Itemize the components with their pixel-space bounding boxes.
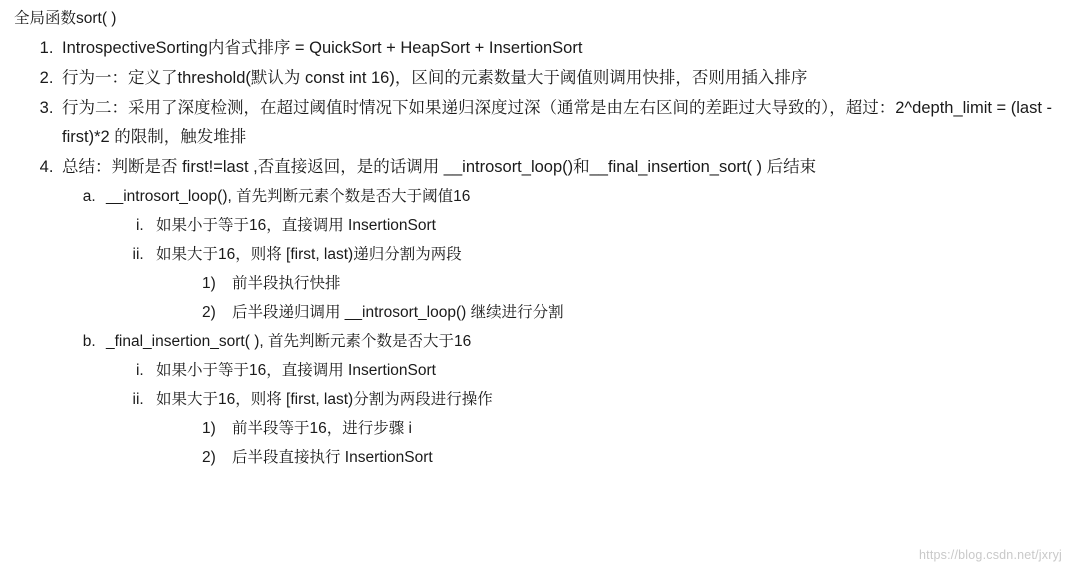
list-item-text: 行为二：采用了深度检测，在超过阈值时情况下如果递归深度过深（通常是由左右区间的差距过大导致的），超过：2^depth_limit = (last - first)*2 的限制，触发堆排 <box>62 99 1053 146</box>
list-item <box>58 153 1058 472</box>
list-item-text: 前半段等于16，进行步骤 i <box>232 420 412 437</box>
outline-level-1 <box>14 34 1058 472</box>
list-item <box>148 385 1058 472</box>
list-item <box>202 443 1058 472</box>
list-item <box>58 64 1058 93</box>
outline-level-3 <box>106 356 1058 472</box>
list-item-text: 行为一：定义了threshold(默认为 const int 16)，区间的元素数量大于阈值则调用快排，否则用插入排序 <box>62 69 808 87</box>
list-item <box>148 356 1058 385</box>
list-item <box>148 211 1058 240</box>
list-item <box>202 269 1058 298</box>
page-title: 全局函数sort( ) <box>14 10 117 27</box>
list-item-text: 前半段执行快排 <box>232 275 341 292</box>
list-item <box>58 94 1058 152</box>
list-item-marker: 1) <box>202 275 216 292</box>
outline-level-3 <box>106 211 1058 327</box>
list-item <box>100 327 1058 472</box>
list-item-text: 如果大于16，则将 [first, last)递归分割为两段 <box>156 246 462 263</box>
list-item-text: 后半段直接执行 InsertionSort <box>232 449 433 466</box>
outline-level-2 <box>62 182 1058 472</box>
list-item-text: 如果小于等于16，直接调用 InsertionSort <box>156 362 436 379</box>
list-item-marker: 2) <box>202 449 216 466</box>
list-item <box>202 298 1058 327</box>
outline-level-4 <box>156 269 1058 327</box>
list-item-text: __introsort_loop(), 首先判断元素个数是否大于阈值16 <box>106 188 471 205</box>
list-item-text: 总结：判断是否 first!=last ,否直接返回，是的话调用 __introsort_loop()和__final_insertion_sort( ) 后结束 <box>62 158 817 176</box>
list-item-text: _final_insertion_sort( ), 首先判断元素个数是否大于16 <box>106 333 472 350</box>
list-item <box>148 240 1058 327</box>
list-item-text: IntrospectiveSorting内省式排序 = QuickSort + HeapSort + InsertionSort <box>62 39 583 57</box>
list-item <box>202 414 1058 443</box>
list-item-text: 后半段递归调用 __introsort_loop() 继续进行分割 <box>232 304 564 321</box>
list-item-text: 如果小于等于16，直接调用 InsertionSort <box>156 217 436 234</box>
list-item-marker: 2) <box>202 304 216 321</box>
watermark: https://blog.csdn.net/jxryj <box>919 548 1062 562</box>
list-item <box>58 34 1058 63</box>
outline-level-4 <box>156 414 1058 472</box>
list-item-text: 如果大于16，则将 [first, last)分割为两段进行操作 <box>156 391 493 408</box>
list-item <box>100 182 1058 327</box>
list-item-marker: 1) <box>202 420 216 437</box>
